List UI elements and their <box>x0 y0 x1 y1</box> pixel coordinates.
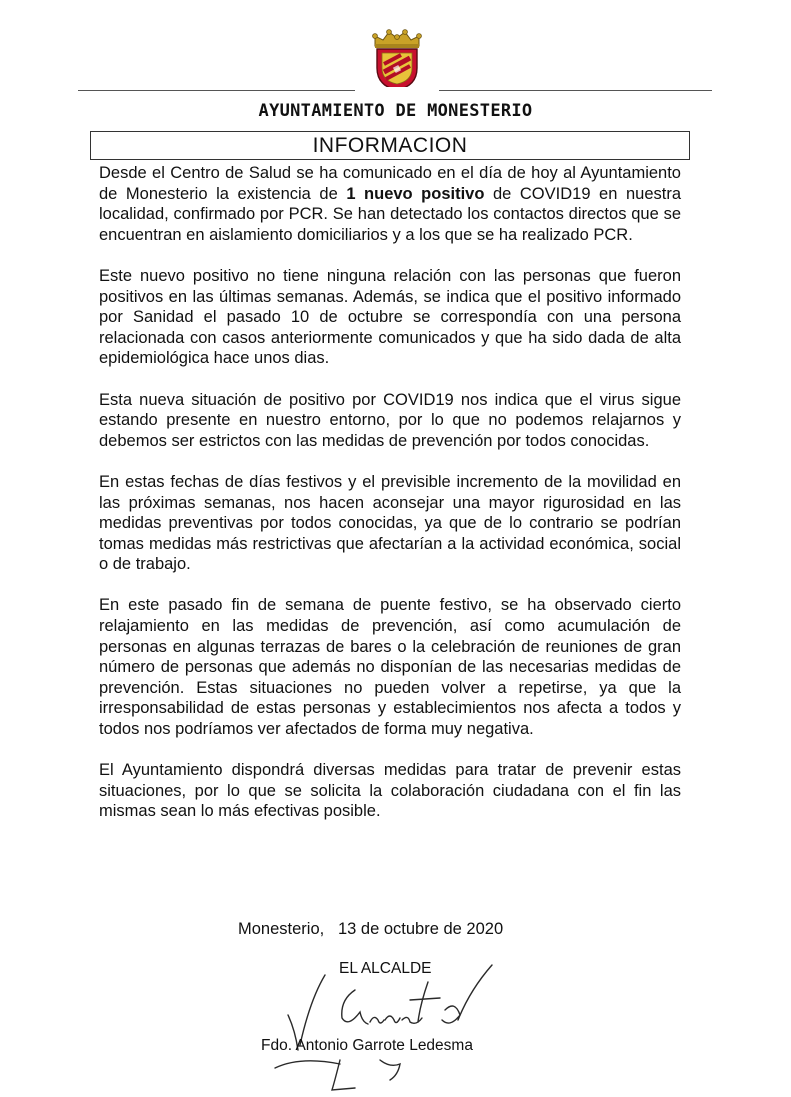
paragraph-5: En este pasado fin de semana de puente festivo, se ha observado cierto relajamiento en las medidas de prevención, así como acumulación de personas en algunas terrazas de bares o la celebración de reuniones de gran número de personas que además no disponían de las necesarias medidas de prevención. Estas situaciones no pueden volver a repetirse, ya que la irresponsabilidad de estas personas y establecimientos nos afecta a todos y todos nos podríamos ver afectados de forma muy negativa. <box>99 596 681 739</box>
paragraph-6: El Ayuntamiento dispondrá diversas medidas para tratar de prevenir estas situaciones, por lo que se solicita la colaboración ciudadana con el fin las mismas sean lo más efectivas posible. <box>99 761 681 821</box>
section-title: INFORMACION <box>90 131 690 160</box>
paragraph-1: Desde el Centro de Salud se ha comunicado en el día de hoy al Ayuntamiento de Monesterio la existencia de 1 nuevo positivo de COVID19 en nuestra localidad, confirmado por PCR. Se han detectado los contactos directos que se encuentran en aislamiento domiciliarios y a los que se ha realizado PCR. <box>99 164 681 244</box>
notice-body <box>99 163 681 843</box>
organization-name: AYUNTAMIENTO DE MONESTERIO <box>258 101 533 121</box>
paragraph-3: Esta nueva situación de positivo por COVID19 nos indica que el virus sigue estando presente en nuestro entorno, por lo que no podemos relajarnos y debemos ser estrictos con las medidas de prevención por todos conocidas. <box>99 390 681 450</box>
handwritten-signature <box>270 960 530 1097</box>
signatory-name: Fdo. Antonio Garrote Ledesma <box>261 1037 473 1054</box>
date: 13 de octubre de 2020 <box>337 920 504 938</box>
coat-of-arms-icon <box>367 28 427 92</box>
highlight-new-positive: 1 nuevo positivo <box>346 184 485 203</box>
paragraph-4: En estas fechas de días festivos y el previsible incremento de la movilidad en las próximas semanas, nos hacen aconsejar una mayor rigurosidad en las medidas preventivas por todos conocidas, ya que de lo contrario se podrían tomas medidas más restrictivas que afectarían a la actividad económica, social o de trabajo. <box>99 472 681 574</box>
paragraph-2: Este nuevo positivo no tiene ninguna relación con las personas que fueron positivos en las últimas semanas. Además, se indica que el positivo informado por Sanidad el pasado 10 de octubre se correspondía con una persona relacionada con casos anteriormente comunicados y que ha sido dada de alta epidemiológica hace unos dias. <box>99 266 681 368</box>
signature-role: EL ALCALDE <box>339 960 432 977</box>
date-line <box>238 920 503 939</box>
place: Monesterio, <box>238 920 325 938</box>
